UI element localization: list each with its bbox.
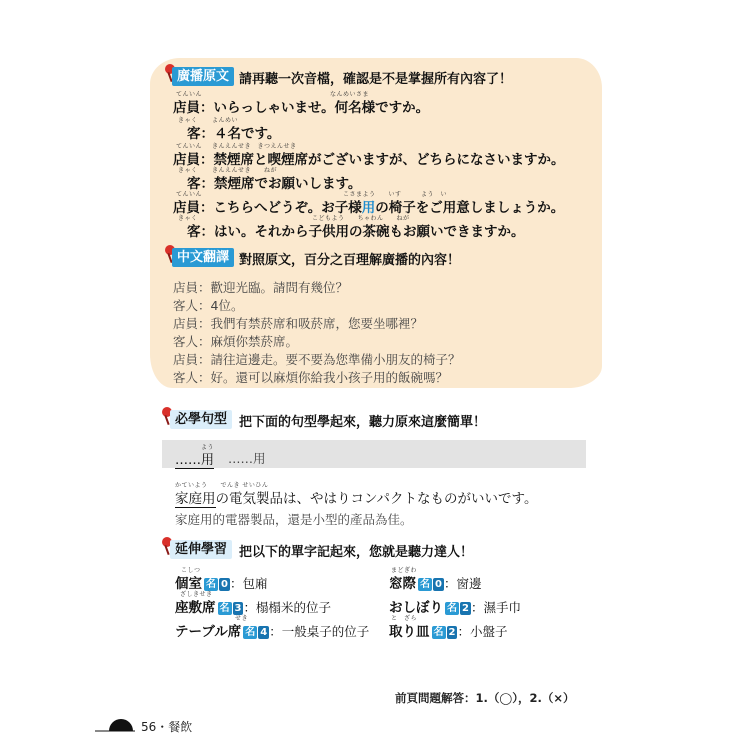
ruby: と ざら <box>391 615 418 622</box>
section-tag-extension: 延伸學習 <box>170 540 232 559</box>
vocab-word: 取り皿 <box>389 624 430 640</box>
ruby: こしつ <box>181 567 201 574</box>
vocab-word: おしぼり <box>389 600 443 616</box>
pattern-example-zh: 家庭用的電器製品，還是小型的產品為佳。 <box>175 512 413 527</box>
vocab-word: 個室 <box>175 576 202 592</box>
example-rest: の電気製品は、やはりコンパクトなものがいいです。 <box>215 491 538 507</box>
extension-heading: 把以下的單字記起來，您就是聽力達人！ <box>239 545 474 560</box>
ruby: こさまよう いす よう い <box>343 191 448 198</box>
translation-line: 客人：麻煩你禁菸席。 <box>173 334 299 349</box>
speaker: 客 <box>187 176 201 192</box>
speaker: 客 <box>187 126 201 142</box>
utterance: はい。それから子供用の茶碗もお願いできますか。 <box>214 224 525 240</box>
pos-badge: 名 <box>219 603 230 614</box>
pos-badge: 名 <box>206 579 216 590</box>
speaker: 店員 <box>173 100 200 116</box>
separator: ・ <box>156 720 169 734</box>
ruby: きんえんせき ねが <box>212 167 278 174</box>
accent-badge: 2 <box>448 627 456 638</box>
pattern-formula-jp <box>175 449 214 468</box>
vocab-meaning: ：榻榻米的位子 <box>243 600 331 615</box>
pattern-example-jp <box>175 487 537 507</box>
pos-badge: 名 <box>447 603 457 614</box>
ruby: ざしきせき <box>180 591 213 598</box>
utterance: 禁煙席でお願いします。 <box>214 176 362 192</box>
vocab-word: テーブル席 <box>175 624 242 640</box>
vocab-item <box>175 596 331 616</box>
ruby: きゃく <box>178 117 198 124</box>
ruby: きんえんせき きつえんせき <box>212 143 297 150</box>
accent-badge: 4 <box>260 627 268 638</box>
colon: ： <box>200 126 214 142</box>
utterance: いらっしゃいませ。何名様ですか。 <box>213 100 430 116</box>
vocab-meaning: ：小盤子 <box>457 624 508 639</box>
utterance: ４名です。 <box>214 126 281 142</box>
page-tab-icon <box>95 714 135 732</box>
pos-badge: 名 <box>433 627 444 638</box>
pattern-heading: 把下面的句型學起來，聽力原來這麼簡單！ <box>239 415 487 430</box>
ruby: てんいん <box>176 143 203 150</box>
translation-line: 客人：4位。 <box>173 298 244 313</box>
speaker: 客 <box>187 224 201 240</box>
translation-line: 客人：好。還可以麻煩你給我小孩子用的飯碗嗎？ <box>173 370 449 385</box>
vocab-word: 窓際 <box>389 576 416 592</box>
ruby: まどぎわ <box>391 567 418 574</box>
page-number: 56 <box>141 720 157 734</box>
accent-badge: 3 <box>234 603 242 614</box>
colon: ： <box>200 152 214 168</box>
colon: ： <box>200 100 214 116</box>
pos-badge: 名 <box>245 627 256 638</box>
ruby: せき <box>235 615 249 622</box>
translation-line: 店員：請往這邊走。要不要為您準備小朋友的椅子？ <box>173 352 461 367</box>
chapter-name: 餐飲 <box>168 720 193 734</box>
dialogue-line <box>187 172 361 192</box>
vocab-meaning: ：包廂 <box>229 576 268 591</box>
example-keyword: 家庭用 <box>175 491 216 507</box>
accent-badge: 0 <box>435 579 442 590</box>
accent-badge: 2 <box>462 603 469 614</box>
vocab-meaning: ：窗邊 <box>443 576 482 591</box>
ruby: てんいん <box>176 91 203 98</box>
dialogue-line <box>187 122 280 142</box>
ruby: なんめいさま <box>330 91 370 98</box>
broadcast-heading: 請再聽一次音檔，確認是不是掌握所有內容了！ <box>239 72 513 87</box>
ruby: きゃく <box>178 167 198 174</box>
ruby: てんいん <box>176 191 203 198</box>
section-tag-translation: 中文翻譯 <box>172 248 234 267</box>
pos-badge: 名 <box>420 579 430 590</box>
translation-line: 店員：我們有禁菸席和吸菸席，您要坐哪裡？ <box>173 316 424 331</box>
vocab-meaning: ：濕手巾 <box>470 600 521 615</box>
previous-answer: 前頁問題解答：1.（◯），2.（×） <box>395 691 575 705</box>
highlight-yo: 用 <box>361 200 376 216</box>
utterance: の椅子をご用意しましょうか。 <box>375 200 565 216</box>
ruby: こどもよう ちゃわん ねが <box>312 215 410 222</box>
ruby: きゃく <box>178 215 198 222</box>
pattern-formula-zh: ……用 <box>228 451 266 466</box>
translation-line: 店員：歡迎光臨。請問有幾位？ <box>173 280 349 295</box>
vocab-item <box>389 620 507 640</box>
ruby: よう <box>201 444 215 451</box>
vocab-item <box>175 620 369 640</box>
vocab-word: 座敷席 <box>175 600 216 616</box>
translation-heading: 對照原文，百分之百理解廣播的內容！ <box>239 253 461 268</box>
utterance: 禁煙席と喫煙席がございますが、どちらになさいますか。 <box>213 152 565 168</box>
ruby: よんめい <box>212 117 239 124</box>
vocab-meaning: ：一般桌子的位子 <box>269 624 370 639</box>
utterance: こちらへどうぞ。お子様 <box>213 200 362 216</box>
dialogue-line <box>173 96 429 116</box>
accent-badge: 0 <box>221 579 228 590</box>
speaker: 店員 <box>173 152 200 168</box>
pattern-band <box>162 440 586 468</box>
section-tag-pattern: 必學句型 <box>170 410 232 429</box>
ruby: かていよう でんき せいひん <box>175 482 269 489</box>
page-footer <box>141 718 192 735</box>
colon: ： <box>200 224 214 240</box>
colon: ： <box>200 200 214 216</box>
colon: ： <box>200 176 214 192</box>
vocab-item <box>389 572 481 592</box>
speaker: 店員 <box>173 200 200 216</box>
dialogue-line <box>187 220 525 240</box>
formula: ……用 <box>175 453 215 468</box>
section-tag-broadcast: 廣播原文 <box>172 67 234 86</box>
